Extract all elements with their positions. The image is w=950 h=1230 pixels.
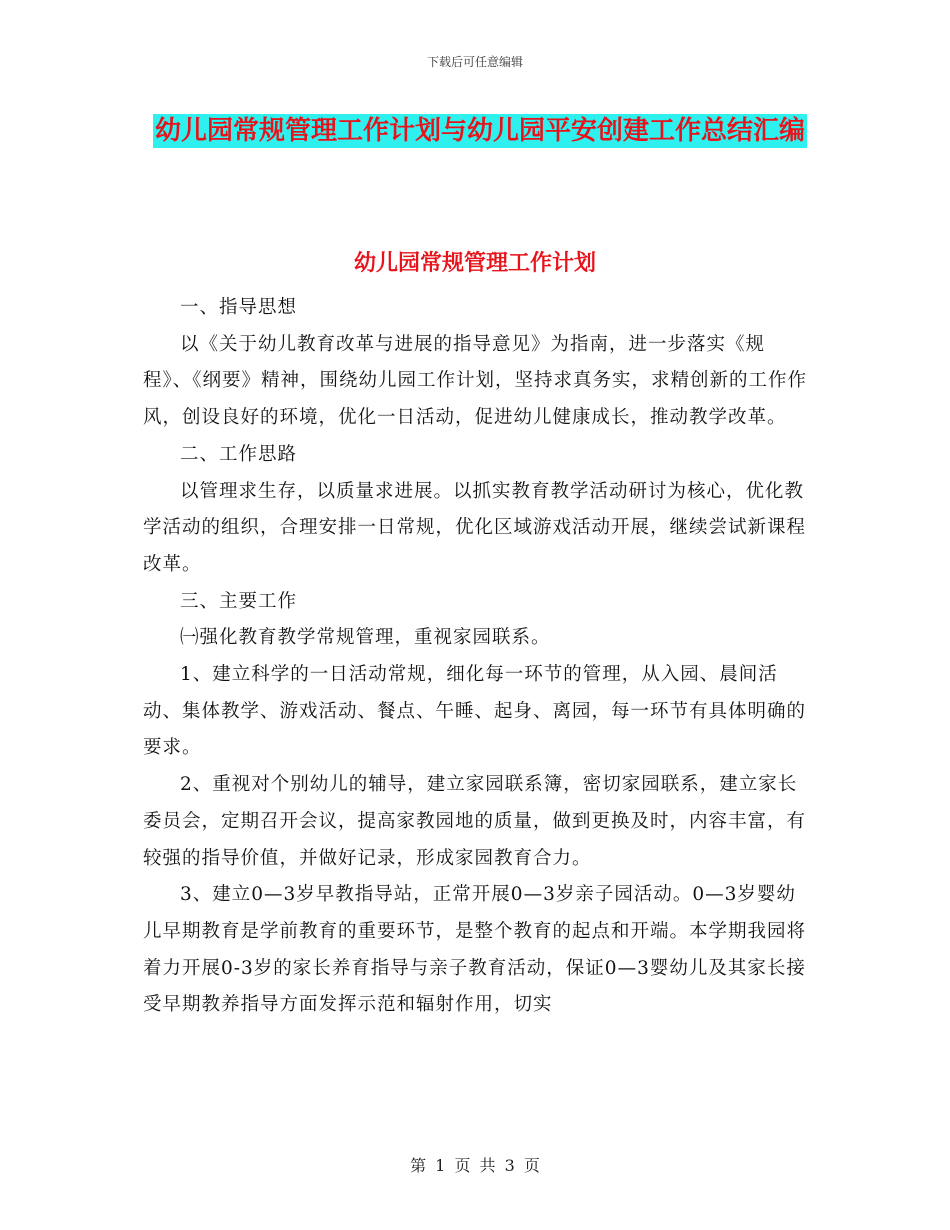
paragraph: 3、建立0—3岁早教指导站，正常开展0—3岁亲子园活动。0—3岁婴幼儿早期教育是学前教育的重要环节，是整个教育的起点和开端。本学期我园将着力开展0-3岁的家长养育指导与亲子教育活动，保证0—3婴幼儿及其家长接受早期教养指导方面发挥示范和辐射作用，切实 — [143, 884, 807, 1016]
section-title: 幼儿园常规管理工作计划 — [353, 251, 596, 276]
page-header-note: 下载后可任意编辑 — [426, 55, 523, 69]
paragraph: 2、重视对个别幼儿的辅导，建立家园联系簿，密切家园联系，建立家长委员会，定期召开会议，提高家教园地的质量，做到更换及时，内容丰富，有较强的指导价值，并做好记录，形成家园教育合力。 — [143, 774, 807, 869]
document-title-text: 幼儿园常规管理工作计划与幼儿园平安创建工作总结汇编 — [154, 116, 805, 146]
paragraph: 以管理求生存，以质量求进展。以抓实教育教学活动研讨为核心，优化教学活动的组织，合理安排一日常规，优化区域游戏活动开展，继续尝试新课程改革。 — [143, 480, 807, 575]
heading-main-work: 三、主要工作 — [180, 590, 298, 612]
body-text — [143, 290, 808, 1024]
document-title — [140, 108, 820, 154]
heading-work-approach: 二、工作思路 — [180, 443, 298, 465]
paragraph: 1、建立科学的一日活动常规，细化每一环节的管理，从入园、晨间活动、集体教学、游戏活动、餐点、午睡、起身、离园，每一环节有具体明确的要求。 — [143, 664, 807, 759]
subheading: ㈠强化教育教学常规管理，重视家园联系。 — [180, 627, 551, 649]
heading-guiding-thought: 一、指导思想 — [180, 297, 298, 318]
page-number: 第 1 页 共 3 页 — [410, 1156, 540, 1175]
paragraph: 以《关于幼儿教育改革与进展的指导意见》为指南，进一步落实《规程》、《纲要》精神，围绕幼儿园工作计划，坚持求真务实，求精创新的工作作风，创设良好的环境，优化一日活动，促进幼儿健康成长，推动教学改革。 — [143, 333, 808, 429]
